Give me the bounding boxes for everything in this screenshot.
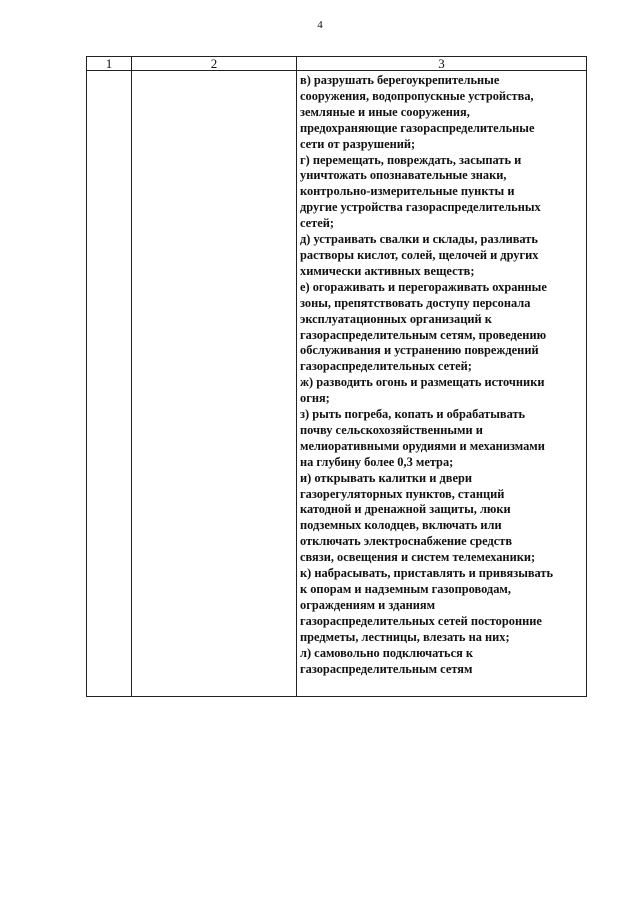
text-line: сетей; bbox=[300, 216, 335, 231]
text-line: связи, освещения и систем телемеханики; bbox=[300, 550, 536, 565]
text-line: предохраняющие газораспределительные bbox=[300, 120, 535, 135]
cell-col-3 bbox=[297, 71, 587, 697]
column-header-2: 2 bbox=[132, 57, 297, 71]
column-header-1: 1 bbox=[87, 57, 132, 71]
text-line: газораспределительных сетей посторонние bbox=[300, 613, 542, 628]
text-line: газораспределительным сетям, проведению bbox=[300, 327, 547, 342]
cell-col-1 bbox=[87, 71, 132, 697]
text-line: отключать электроснабжение средств bbox=[300, 534, 513, 549]
text-line: к) набрасывать, приставлять и привязывать bbox=[300, 566, 554, 581]
text-line: газораспределительных сетей; bbox=[300, 359, 472, 374]
text-line: л) самовольно подключаться к bbox=[300, 645, 474, 660]
text-line: мелиоративными орудиями и механизмами bbox=[300, 438, 545, 453]
text-line: сети от разрушений; bbox=[300, 136, 416, 151]
text-line: обслуживания и устранению повреждений bbox=[300, 343, 539, 358]
text-line: газорегуляторных пунктов, станций bbox=[300, 486, 505, 501]
text-line: земляные и иные сооружения, bbox=[300, 104, 470, 119]
text-line: ограждениям и зданиям bbox=[300, 597, 436, 612]
content-table bbox=[86, 56, 587, 697]
text-line: сооружения, водопропускные устройства, bbox=[300, 88, 534, 103]
text-line: уничтожать опознавательные знаки, bbox=[300, 168, 507, 183]
text-line: е) огораживать и перегораживать охранные bbox=[300, 279, 547, 294]
text-line: огня; bbox=[300, 391, 330, 406]
text-line: катодной и дренажной защиты, люки bbox=[300, 502, 511, 517]
text-line: и) открывать калитки и двери bbox=[300, 470, 473, 485]
text-line: ж) разводить огонь и размещать источники bbox=[300, 375, 545, 390]
header-row bbox=[87, 57, 587, 71]
text-line: другие устройства газораспределительных bbox=[300, 200, 541, 215]
text-line: к опорам и надземным газопроводам, bbox=[300, 582, 511, 596]
text-line: в) разрушать берегоукрепительные bbox=[300, 73, 500, 87]
cell-col-2 bbox=[132, 71, 297, 697]
text-line: газораспределительным сетям bbox=[300, 661, 473, 676]
text-line: подземных колодцев, включать или bbox=[300, 518, 502, 533]
text-line: почву сельскохозяйственными и bbox=[300, 422, 483, 437]
text-line: растворы кислот, солей, щелочей и других bbox=[300, 247, 539, 262]
text-line: химически активных веществ; bbox=[300, 263, 475, 278]
page-number: 4 bbox=[317, 19, 323, 31]
text-line: зоны, препятствовать доступу персонала bbox=[300, 295, 531, 310]
table-row bbox=[87, 71, 587, 697]
text-line: г) перемещать, повреждать, засыпать и bbox=[300, 152, 522, 167]
text-line: контрольно-измерительные пункты и bbox=[300, 184, 515, 199]
column-header-3: 3 bbox=[297, 57, 587, 71]
text-line: эксплуатационных организаций к bbox=[300, 311, 492, 326]
text-line: на глубину более 0,3 метра; bbox=[300, 454, 454, 469]
text-line: д) устраивать свалки и склады, разливать bbox=[300, 232, 538, 247]
text-line: з) рыть погреба, копать и обрабатывать bbox=[300, 407, 526, 422]
text-line: предметы, лестницы, влезать на них; bbox=[300, 629, 510, 644]
